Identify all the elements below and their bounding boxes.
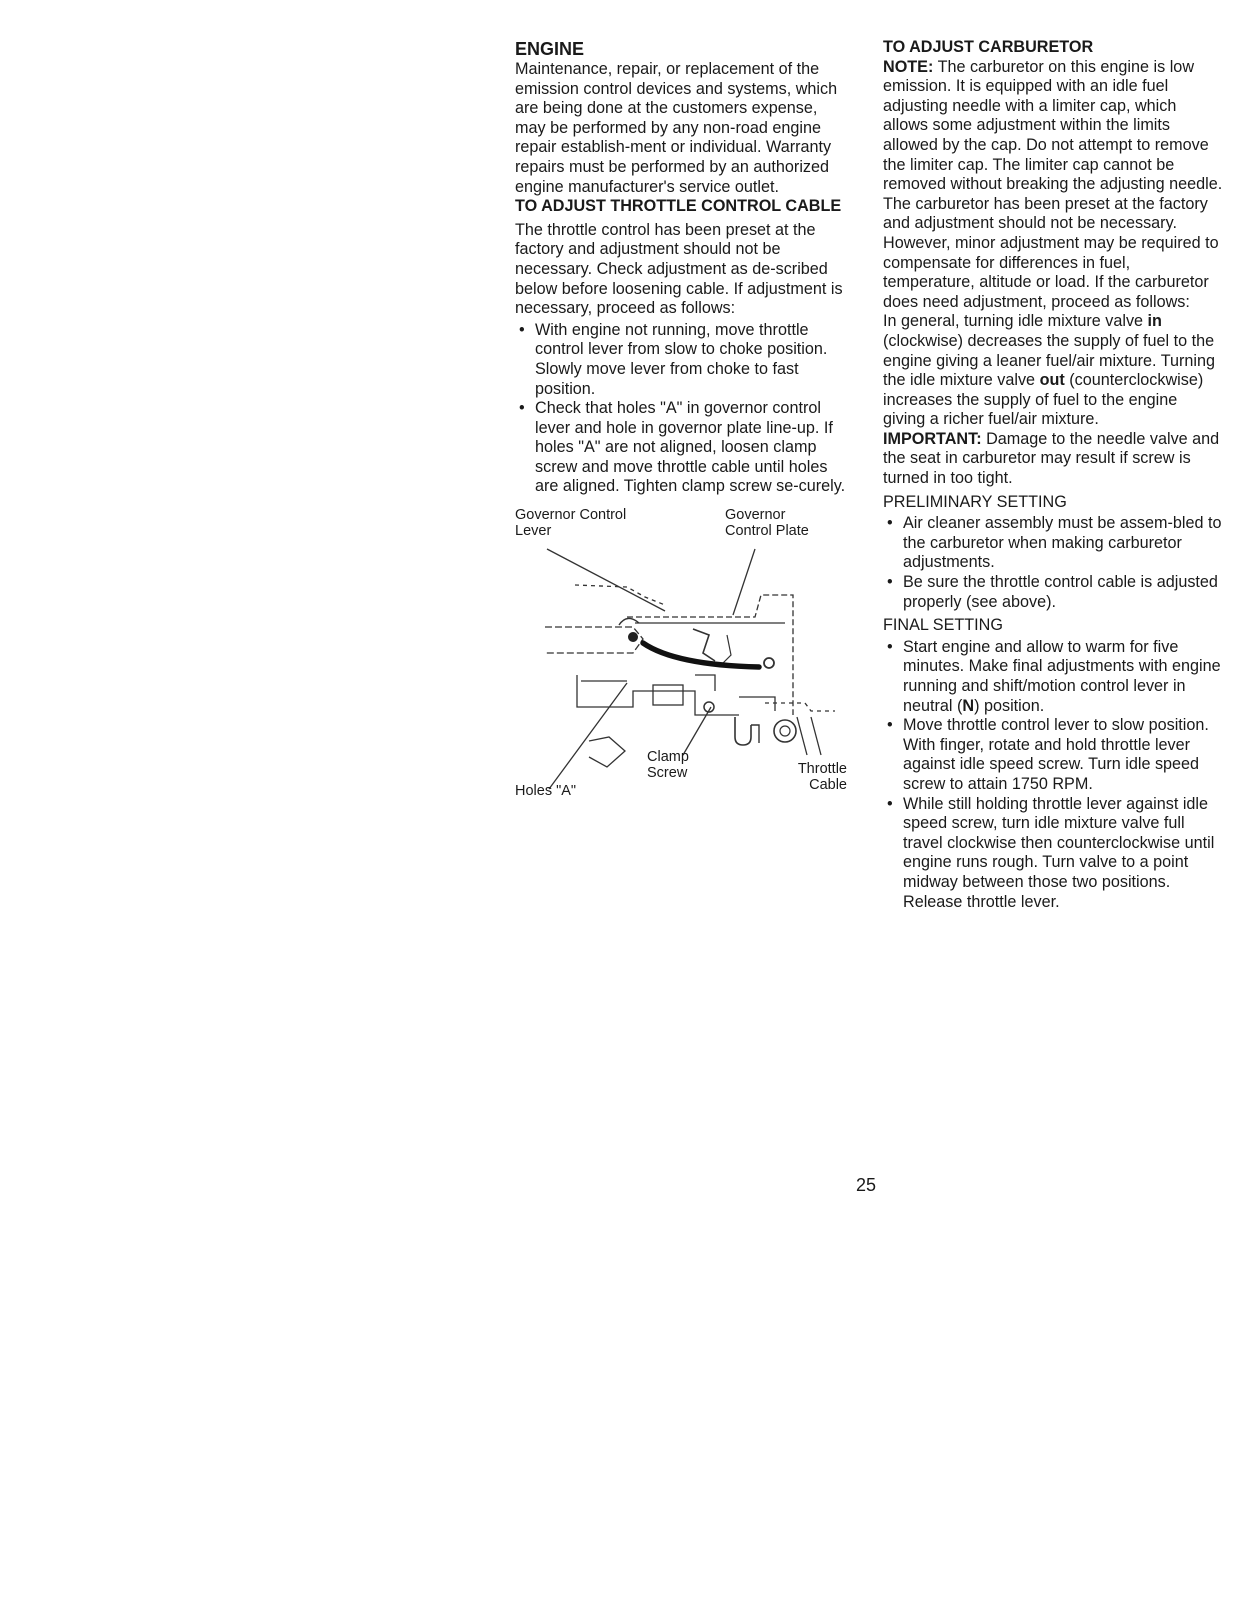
preset-paragraph: The carburetor has been preset at the factory and adjustment should not be necessary. However, minor adjustment may be required to compensate for differences in fuel, temperature, altitude or load. If the carburetor does need adjustment, proceed as follows: (883, 194, 1219, 311)
preliminary-step: • Air cleaner assembly must be assem-bled to the carburetor when making carburetor adjustments. (883, 514, 1223, 573)
mixture-paragraph (883, 312, 1223, 430)
clamp-screw-label: Clamp Screw (647, 749, 689, 782)
engine-heading: ENGINE (515, 39, 585, 59)
throttle-step: • With engine not running, move throttle control lever from slow to choke position. Slowly move lever from choke to fast position. (515, 321, 849, 399)
final-step: • Move throttle control lever to slow position. With finger, rotate and hold throttle lever against idle speed screw. Turn idle speed screw to attain 1750 RPM. (883, 716, 1223, 794)
holes-a-label: Holes "A" (515, 783, 577, 800)
left-column (515, 38, 849, 805)
throttle-cable-label: Throttle Cable (797, 761, 847, 794)
final-steps (883, 638, 1223, 912)
throttle-heading: TO ADJUST THROTTLE CONTROL CABLE (515, 197, 842, 216)
note-label: NOTE: (883, 57, 934, 76)
throttle-step: • Check that holes "A" in governor control lever and hole in governor plate line-up. If holes "A" are not aligned, loosen clamp screw and move throttle cable until holes are aligned. Tighten clamp screw se-curely. (515, 399, 849, 497)
final-step-text: ) position. (974, 696, 1045, 715)
mixture-in: in (1147, 312, 1162, 331)
preliminary-heading: PRELIMINARY SETTING (883, 492, 1067, 511)
throttle-diagram (515, 505, 849, 805)
mixture-out: out (1039, 371, 1065, 390)
carburetor-heading: TO ADJUST CARBURETOR (883, 38, 1094, 56)
important-label: IMPORTANT: (883, 429, 982, 448)
mixture-text-1: In general, turning idle mixture valve (883, 312, 1148, 331)
final-step (883, 638, 1223, 716)
important-paragraph (883, 430, 1223, 489)
mixture-text-3: (counterclockwise) increases the supply of fuel to the engine giving a richer fuel/air mixture. (883, 371, 1204, 429)
page-number: 25 (856, 1175, 877, 1195)
neutral-label: N (962, 696, 975, 715)
governor-lever-label: Governor Control Lever (515, 507, 627, 540)
throttle-steps (515, 321, 849, 497)
preliminary-steps (883, 514, 1223, 612)
mixture-text-2: (clockwise) decreases the supply of fuel to the engine giving a leaner fuel/air mixture. Turning the idle mixture valve (883, 331, 1216, 390)
important-text: Damage to the needle valve and the seat in carburetor may result if screw is turned in too tight. (883, 429, 1220, 488)
preliminary-step: • Be sure the throttle control cable is adjusted properly (see above). (883, 573, 1223, 612)
throttle-paragraph: The throttle control has been preset at the factory and adjustment should not be necessary. Check adjustment as de-scribed below before loosening cable. If adjustment is necessary, proceed as follows: (515, 220, 843, 318)
note-paragraph (883, 58, 1223, 195)
governor-plate-label: Governor Control Plate (725, 507, 809, 540)
right-column (883, 38, 1223, 912)
note-text: The carburetor on this engine is low emission. It is equipped with an idle fuel adjusting needle with a limiter cap, which allows some adjustment within the limits allowed by the cap. Do not attempt to remove the limiter cap. The limiter cap cannot be removed without breaking the adjusting needle. (883, 57, 1223, 194)
engine-paragraph: Maintenance, repair, or replacement of the emission control devices and systems, which are being done at the customers expense, may be performed by any non-road engine repair establish-ment or individual. Warranty repairs must be performed by an authorized engine manufacturer's service outlet. (515, 60, 838, 196)
final-step: • While still holding throttle lever against idle speed screw, turn idle mixture valve full travel clockwise then counterclockwise until engine runs rough. Turn valve to a point midway between those two positions. Release throttle lever. (883, 795, 1223, 913)
final-heading: FINAL SETTING (883, 616, 1003, 635)
final-step-text: Start engine and allow to warm for five minutes. Make final adjustments with engine running and shift/motion control lever in neutral ( (903, 637, 1221, 715)
